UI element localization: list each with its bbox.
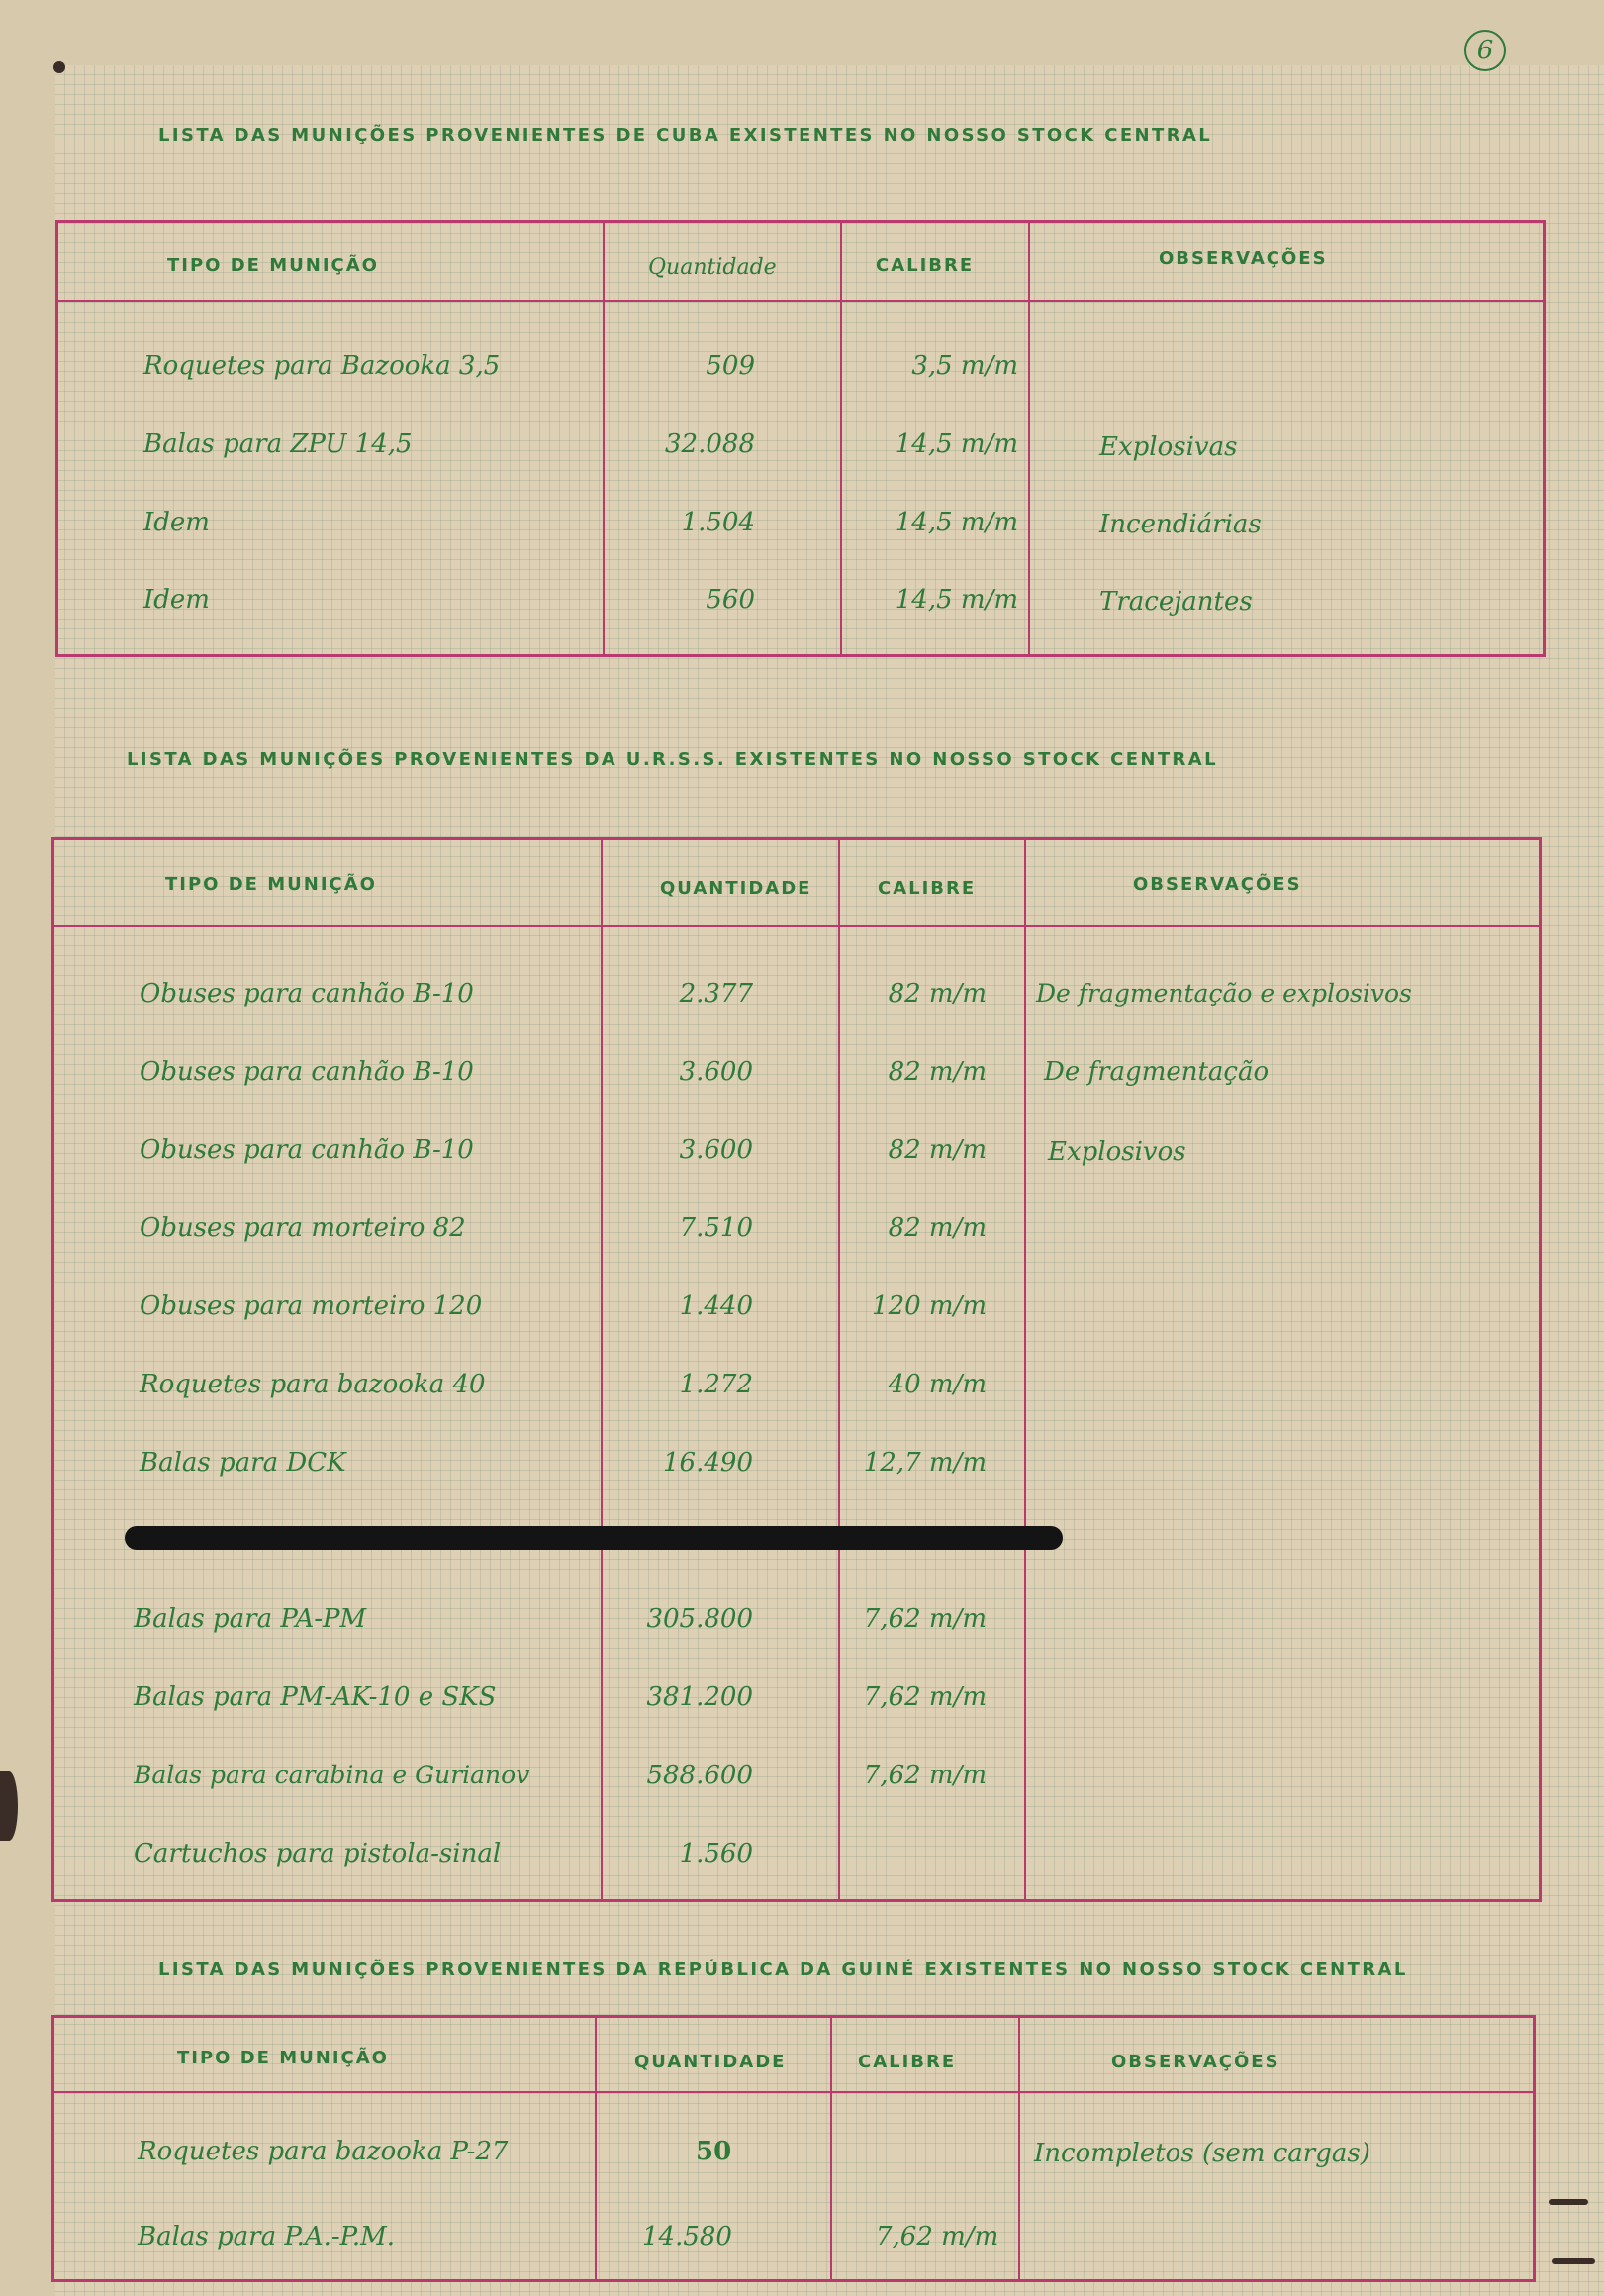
table-cell-quantidade: 3.600: [679, 1135, 753, 1165]
table-cell-tipo: Obuses para morteiro 120: [140, 1292, 483, 1321]
table-cell-observacoes: De fragmentação: [1044, 1057, 1270, 1087]
table-cell-quantidade: 560: [706, 585, 755, 615]
header-quantidade: Quantidade: [648, 255, 777, 280]
table-guine: [51, 2015, 1536, 2282]
table-cell-tipo: Obuses para canhão B-10: [140, 1135, 474, 1165]
table-cell-calibre: 82 m/m: [888, 979, 987, 1008]
table-cell-calibre: 7,62 m/m: [876, 2222, 999, 2251]
table-cell-quantidade: 1.560: [679, 1839, 753, 1868]
table-cell-quantidade: 305.800: [646, 1604, 753, 1634]
table-cell-calibre: 14,5 m/m: [895, 430, 1018, 459]
table-cell-observacoes: De fragmentação e explosivos: [1036, 979, 1412, 1007]
table-cell-calibre: 120 m/m: [872, 1292, 987, 1321]
table-cell-calibre: 12,7 m/m: [863, 1448, 987, 1478]
column-divider: [601, 840, 603, 1899]
table-cell-quantidade: 50: [696, 2137, 732, 2166]
table-header-divider: [58, 300, 1543, 302]
table-cell-quantidade: 1.272: [679, 1370, 753, 1399]
header-tipo: TIPO DE MUNIÇÃO: [165, 874, 377, 895]
header-tipo: TIPO DE MUNIÇÃO: [167, 255, 379, 276]
table-cell-tipo: Cartuchos para pistola-sinal: [134, 1839, 502, 1868]
ink-mark: [1552, 2258, 1595, 2264]
table-cell-tipo: Roquetes para Bazooka 3,5: [143, 351, 501, 381]
header-quantidade: QUANTIDADE: [634, 2052, 787, 2072]
table-cell-calibre: 14,5 m/m: [895, 585, 1018, 615]
column-divider: [1018, 2018, 1020, 2279]
table-cell-quantidade: 3.600: [679, 1057, 753, 1087]
table-cell-quantidade: 14.580: [642, 2222, 732, 2251]
table-cuba: [55, 220, 1546, 657]
table-cell-tipo: Idem: [143, 508, 210, 537]
table-cell-calibre: 7,62 m/m: [863, 1761, 987, 1790]
table-cell-observacoes: Explosivas: [1099, 432, 1238, 462]
table-cell-quantidade: 588.600: [646, 1761, 753, 1790]
column-divider: [830, 2018, 832, 2279]
table-cell-calibre: 7,62 m/m: [863, 1604, 987, 1634]
table-cell-quantidade: 32.088: [665, 430, 755, 459]
paper-left-margin: [0, 0, 55, 2296]
table-cell-observacoes: Tracejantes: [1099, 587, 1253, 617]
column-divider: [838, 840, 840, 1899]
table-header-divider: [54, 925, 1539, 927]
column-divider: [1024, 840, 1026, 1899]
column-divider: [603, 223, 605, 654]
table-cell-quantidade: 2.377: [679, 979, 753, 1008]
table-cell-calibre: 82 m/m: [888, 1135, 987, 1165]
table-urss: [51, 837, 1542, 1902]
header-observacoes: OBSERVAÇÕES: [1111, 2052, 1280, 2072]
punch-hole-mark: [53, 61, 65, 73]
column-divider: [1028, 223, 1030, 654]
table-cell-calibre: 14,5 m/m: [895, 508, 1018, 537]
paper-top-margin: [0, 0, 1604, 65]
table-cell-tipo: Obuses para canhão B-10: [140, 1057, 474, 1087]
table-cell-tipo: Idem: [143, 585, 210, 615]
table-cell-tipo: Balas para PM-AK-10 e SKS: [134, 1682, 497, 1712]
table-cell-calibre: 7,62 m/m: [863, 1682, 987, 1712]
table-cell-calibre: 3,5 m/m: [911, 351, 1018, 381]
column-divider: [595, 2018, 597, 2279]
table-cell-tipo: Obuses para canhão B-10: [140, 979, 474, 1008]
table-cell-observacoes: Explosivos: [1048, 1137, 1186, 1167]
table-cell-quantidade: 1.504: [681, 508, 755, 537]
header-observacoes: OBSERVAÇÕES: [1133, 874, 1302, 895]
header-calibre: CALIBRE: [858, 2052, 957, 2072]
table-cell-tipo: Balas para ZPU 14,5: [143, 430, 413, 459]
table-cell-tipo: Roquetes para bazooka P-27: [138, 2137, 509, 2166]
table-cell-quantidade: 509: [706, 351, 755, 381]
table-cell-tipo: Balas para P.A.-P.M.: [138, 2222, 396, 2251]
column-divider: [840, 223, 842, 654]
table-cell-tipo: Balas para carabina e Gurianov: [134, 1761, 530, 1789]
table-cell-quantidade: 1.440: [679, 1292, 753, 1321]
table-header-divider: [54, 2091, 1533, 2093]
header-tipo: TIPO DE MUNIÇÃO: [177, 2048, 389, 2068]
table-cell-tipo: Balas para DCK: [140, 1448, 346, 1478]
table-cell-observacoes: Incompletos (sem cargas): [1034, 2139, 1370, 2168]
header-calibre: CALIBRE: [878, 878, 977, 899]
header-quantidade: QUANTIDADE: [660, 878, 812, 899]
ink-mark: [1549, 2199, 1588, 2205]
table-cell-quantidade: 381.200: [646, 1682, 753, 1712]
page-number: 6: [1464, 30, 1506, 71]
table-cell-tipo: Obuses para morteiro 82: [140, 1213, 466, 1243]
header-observacoes: OBSERVAÇÕES: [1159, 248, 1328, 269]
table-cell-quantidade: 7.510: [679, 1213, 753, 1243]
section-title-cuba: LISTA DAS MUNIÇÕES PROVENIENTES DE CUBA EXISTENTES NO NOSSO STOCK CENTRAL: [158, 125, 1213, 145]
section-title-urss: LISTA DAS MUNIÇÕES PROVENIENTES DA U.R.S.S. EXISTENTES NO NOSSO STOCK CENTRAL: [127, 749, 1219, 770]
table-cell-tipo: Balas para PA-PM: [134, 1604, 367, 1634]
punch-hole-mark: [0, 1771, 18, 1841]
section-title-guine: LISTA DAS MUNIÇÕES PROVENIENTES DA REPÚBLICA DA GUINÉ EXISTENTES NO NOSSO STOCK CENTRAL: [158, 1960, 1408, 1980]
table-cell-calibre: 40 m/m: [888, 1370, 987, 1399]
table-cell-calibre: 82 m/m: [888, 1213, 987, 1243]
table-cell-quantidade: 16.490: [663, 1448, 753, 1478]
table-cell-tipo: Roquetes para bazooka 40: [140, 1370, 486, 1399]
redaction-bar: [125, 1526, 1063, 1550]
table-cell-calibre: 82 m/m: [888, 1057, 987, 1087]
table-cell-observacoes: Incendiárias: [1099, 510, 1262, 539]
header-calibre: CALIBRE: [876, 255, 975, 276]
